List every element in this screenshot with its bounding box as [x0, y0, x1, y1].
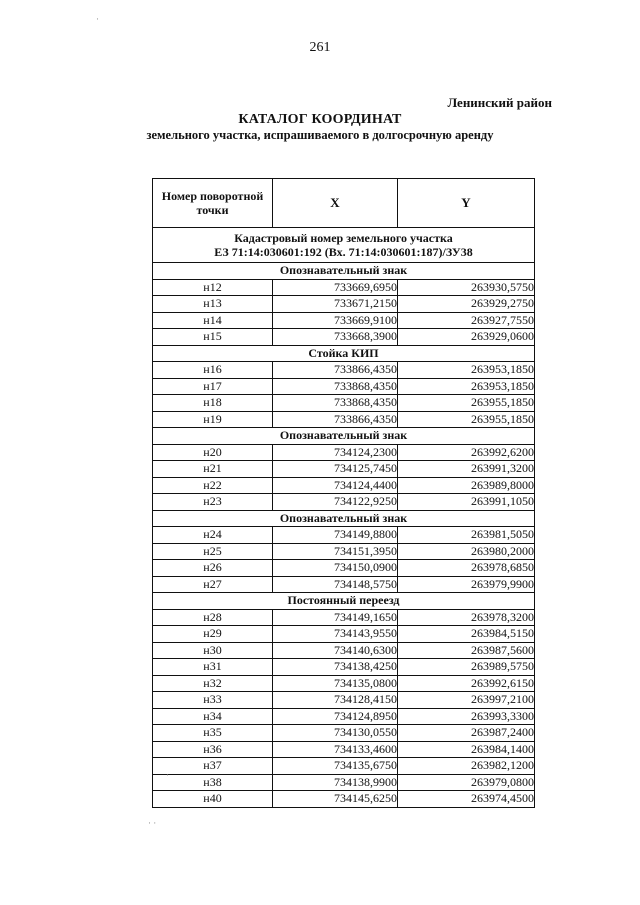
x-coordinate-cell: 734128,4150: [273, 692, 398, 709]
point-number-cell: н40: [153, 791, 273, 808]
y-coordinate-cell: 263929,0600: [398, 329, 535, 346]
point-number-cell: н12: [153, 279, 273, 296]
table-body: [153, 228, 535, 808]
district-label: Ленинский район: [447, 95, 552, 110]
point-number-cell: н15: [153, 329, 273, 346]
table-row: [153, 543, 535, 560]
x-coordinate-cell: 734151,3950: [273, 543, 398, 560]
table-header-row: [153, 179, 535, 228]
cadastral-line-1: Кадастровый номер земельного участка: [234, 231, 453, 245]
point-number-cell: н17: [153, 378, 273, 395]
y-coordinate-cell: 263980,2000: [398, 543, 535, 560]
coordinate-table: [152, 178, 535, 808]
y-coordinate-cell: 263993,3300: [398, 708, 535, 725]
y-coordinate-cell: 263984,1400: [398, 741, 535, 758]
point-number-cell: н32: [153, 675, 273, 692]
x-coordinate-cell: 734122,9250: [273, 494, 398, 511]
x-coordinate-cell: 734145,6250: [273, 791, 398, 808]
group-row: [153, 593, 535, 610]
x-coordinate-cell: 733868,4350: [273, 395, 398, 412]
y-coordinate-cell: 263978,3200: [398, 609, 535, 626]
point-number-cell: н35: [153, 725, 273, 742]
table-row: [153, 395, 535, 412]
point-number-cell: н23: [153, 494, 273, 511]
point-number-cell: н26: [153, 560, 273, 577]
table-row: [153, 774, 535, 791]
header-point-number: Номер поворотной точки: [153, 179, 273, 228]
table-row: [153, 329, 535, 346]
y-coordinate-cell: 263953,1850: [398, 378, 535, 395]
catalog-title: КАТАЛОГ КООРДИНАТ: [238, 112, 402, 127]
y-coordinate-cell: 263930,5750: [398, 279, 535, 296]
table-row: [153, 708, 535, 725]
x-coordinate-cell: 733668,3900: [273, 329, 398, 346]
table-row: [153, 461, 535, 478]
table-row: [153, 725, 535, 742]
table-row: [153, 444, 535, 461]
y-coordinate-cell: 263955,1850: [398, 411, 535, 428]
y-coordinate-cell: 263927,7550: [398, 312, 535, 329]
x-coordinate-cell: 734133,4600: [273, 741, 398, 758]
point-number-cell: н37: [153, 758, 273, 775]
y-coordinate-cell: 263982,1200: [398, 758, 535, 775]
table-row: [153, 411, 535, 428]
point-number-cell: н30: [153, 642, 273, 659]
y-coordinate-cell: 263992,6200: [398, 444, 535, 461]
table-row: [153, 312, 535, 329]
point-number-cell: н27: [153, 576, 273, 593]
y-coordinate-cell: 263979,9900: [398, 576, 535, 593]
point-number-cell: н14: [153, 312, 273, 329]
table-row: [153, 527, 535, 544]
scan-speck: ·: [166, 770, 169, 780]
y-coordinate-cell: 263997,2100: [398, 692, 535, 709]
point-number-cell: н16: [153, 362, 273, 379]
scan-speck: ·: [96, 14, 99, 24]
table-row: [153, 378, 535, 395]
point-number-cell: н20: [153, 444, 273, 461]
y-coordinate-cell: 263984,5150: [398, 626, 535, 643]
point-number-cell: н34: [153, 708, 273, 725]
point-number-cell: н28: [153, 609, 273, 626]
x-coordinate-cell: 733671,2150: [273, 296, 398, 313]
group-name: Опознавательный знак: [153, 510, 535, 527]
group-row: [153, 345, 535, 362]
table-row: [153, 576, 535, 593]
y-coordinate-cell: 263955,1850: [398, 395, 535, 412]
y-coordinate-cell: 263992,6150: [398, 675, 535, 692]
table-row: [153, 279, 535, 296]
x-coordinate-cell: 734130,0550: [273, 725, 398, 742]
y-coordinate-cell: 263991,1050: [398, 494, 535, 511]
table-row: [153, 659, 535, 676]
table-row: [153, 758, 535, 775]
header-x: X: [273, 179, 398, 228]
page-number: 261: [309, 40, 331, 55]
point-number-cell: н18: [153, 395, 273, 412]
table-row: [153, 560, 535, 577]
y-coordinate-cell: 263978,6850: [398, 560, 535, 577]
table-row: [153, 741, 535, 758]
group-row: [153, 428, 535, 445]
point-number-cell: н13: [153, 296, 273, 313]
x-coordinate-cell: 733669,9100: [273, 312, 398, 329]
cadastral-row: [153, 228, 535, 263]
group-row: [153, 263, 535, 280]
y-coordinate-cell: 263991,3200: [398, 461, 535, 478]
table-row: [153, 477, 535, 494]
table-row: [153, 609, 535, 626]
x-coordinate-cell: 734140,6300: [273, 642, 398, 659]
group-name: Опознавательный знак: [153, 428, 535, 445]
table-row: [153, 494, 535, 511]
table-row: [153, 642, 535, 659]
y-coordinate-cell: 263989,8000: [398, 477, 535, 494]
y-coordinate-cell: 263974,4500: [398, 791, 535, 808]
cadastral-line-2: ЕЗ 71:14:030601:192 (Вх. 71:14:030601:187)/ЗУ38: [214, 245, 473, 259]
point-number-cell: н38: [153, 774, 273, 791]
y-coordinate-cell: 263987,5600: [398, 642, 535, 659]
x-coordinate-cell: 734148,5750: [273, 576, 398, 593]
x-coordinate-cell: 734149,1650: [273, 609, 398, 626]
y-coordinate-cell: 263953,1850: [398, 362, 535, 379]
group-row: [153, 510, 535, 527]
point-number-cell: н36: [153, 741, 273, 758]
header-y: Y: [398, 179, 535, 228]
y-coordinate-cell: 263989,5750: [398, 659, 535, 676]
x-coordinate-cell: 734135,0800: [273, 675, 398, 692]
x-coordinate-cell: 734124,2300: [273, 444, 398, 461]
point-number-cell: н31: [153, 659, 273, 676]
table-row: [153, 362, 535, 379]
x-coordinate-cell: 733669,6950: [273, 279, 398, 296]
x-coordinate-cell: 734149,8800: [273, 527, 398, 544]
group-name: Стойка КИП: [153, 345, 535, 362]
x-coordinate-cell: 733868,4350: [273, 378, 398, 395]
point-number-cell: н29: [153, 626, 273, 643]
x-coordinate-cell: 734150,0900: [273, 560, 398, 577]
x-coordinate-cell: 734124,8950: [273, 708, 398, 725]
x-coordinate-cell: 734135,6750: [273, 758, 398, 775]
table-row: [153, 675, 535, 692]
scan-speck: · ·: [148, 818, 157, 828]
x-coordinate-cell: 734124,4400: [273, 477, 398, 494]
x-coordinate-cell: 734143,9550: [273, 626, 398, 643]
point-number-cell: н33: [153, 692, 273, 709]
cadastral-cell: [153, 228, 535, 263]
table-row: [153, 692, 535, 709]
table-row: [153, 296, 535, 313]
y-coordinate-cell: 263929,2750: [398, 296, 535, 313]
group-name: Опознавательный знак: [153, 263, 535, 280]
x-coordinate-cell: 734125,7450: [273, 461, 398, 478]
point-number-cell: н22: [153, 477, 273, 494]
y-coordinate-cell: 263987,2400: [398, 725, 535, 742]
x-coordinate-cell: 733866,4350: [273, 362, 398, 379]
table-row: [153, 626, 535, 643]
point-number-cell: н21: [153, 461, 273, 478]
x-coordinate-cell: 734138,9900: [273, 774, 398, 791]
y-coordinate-cell: 263979,0800: [398, 774, 535, 791]
point-number-cell: н25: [153, 543, 273, 560]
point-number-cell: н24: [153, 527, 273, 544]
x-coordinate-cell: 733866,4350: [273, 411, 398, 428]
x-coordinate-cell: 734138,4250: [273, 659, 398, 676]
y-coordinate-cell: 263981,5050: [398, 527, 535, 544]
group-name: Постоянный переезд: [153, 593, 535, 610]
table-row: [153, 791, 535, 808]
catalog-subtitle: земельного участка, испрашиваемого в долгосрочную аренду: [146, 128, 494, 142]
point-number-cell: н19: [153, 411, 273, 428]
